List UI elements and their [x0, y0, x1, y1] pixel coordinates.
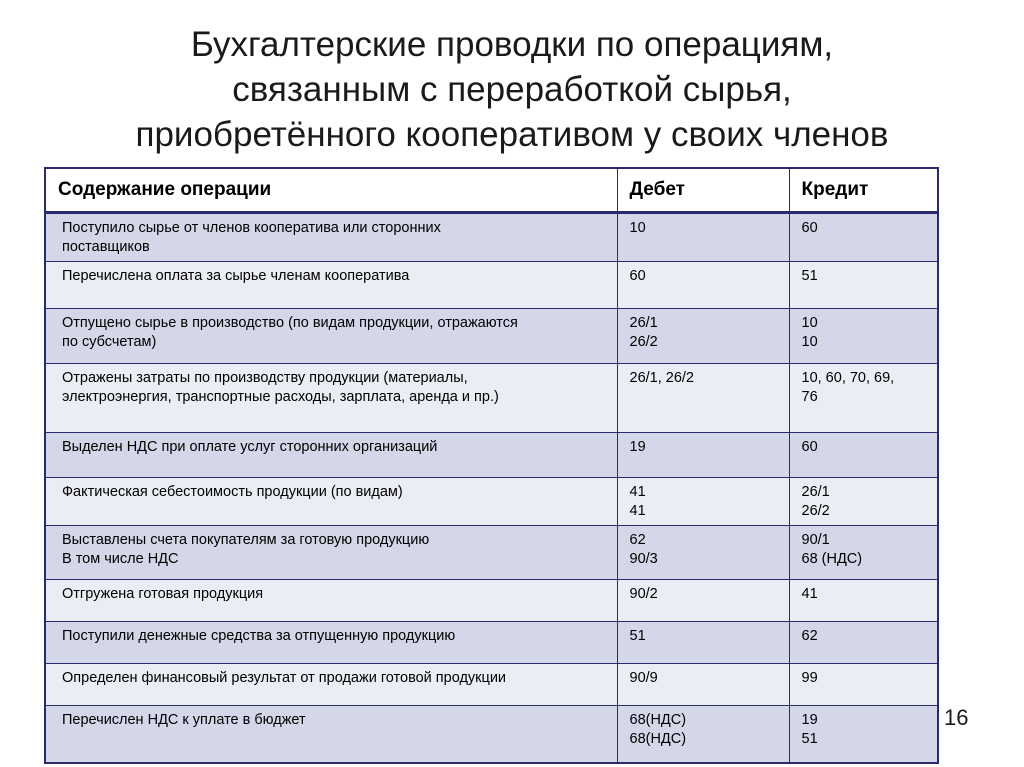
table-row [45, 664, 938, 706]
debit-cell-line: 26/2 [629, 334, 658, 350]
debit-cell-line: 26/1 [629, 315, 658, 331]
debit-cell-line: 10 [629, 220, 646, 236]
table-row [45, 309, 938, 364]
operation-cell-line: Выделен НДС при оплате услуг сторонних организаций [62, 439, 438, 455]
operation-cell [45, 262, 617, 309]
page-number: 16 [944, 705, 969, 730]
operation-cell-line: Поступили денежные средства за отпущенную продукцию [62, 628, 456, 644]
operation-cell [45, 309, 617, 364]
debit-cell-line: 90/3 [629, 551, 658, 567]
debit-cell [617, 706, 789, 763]
table-row [45, 478, 938, 526]
operation-cell-line: Перечислен НДС к уплате в бюджет [62, 712, 306, 728]
operation-cell-line: Поступило сырье от членов кооператива или сторонних [62, 220, 441, 236]
credit-cell-line: 51 [801, 268, 818, 284]
debit-cell [617, 526, 789, 580]
table-body [45, 213, 938, 763]
credit-cell-line: 19 [801, 712, 818, 728]
debit-cell-line: 68(НДС) [629, 731, 687, 747]
debit-cell-line: 51 [629, 628, 646, 644]
credit-cell-line: 76 [801, 389, 818, 405]
operation-cell-line: по субсчетам) [62, 334, 157, 350]
operation-cell [45, 526, 617, 580]
postings-table [44, 167, 939, 764]
credit-cell [789, 622, 938, 664]
credit-cell-line: 60 [801, 220, 818, 236]
debit-cell-line: 90/9 [629, 670, 658, 686]
table-row [45, 580, 938, 622]
title-line-2: связанным с переработкой сырья, [232, 70, 792, 109]
credit-cell [789, 706, 938, 763]
operation-cell [45, 478, 617, 526]
debit-cell [617, 364, 789, 433]
title-line-3: приобретённого кооперативом у своих членов [135, 115, 889, 154]
debit-cell-line: 90/2 [629, 586, 658, 602]
header-debit: Дебет [617, 168, 789, 213]
credit-cell [789, 478, 938, 526]
debit-cell [617, 309, 789, 364]
credit-cell-line: 10, 60, 70, 69, [801, 370, 895, 386]
credit-cell-line: 26/1 [801, 484, 830, 500]
debit-cell [617, 664, 789, 706]
debit-cell [617, 213, 789, 262]
debit-cell-line: 41 [629, 484, 646, 500]
debit-cell [617, 478, 789, 526]
debit-cell [617, 580, 789, 622]
debit-cell-line: 41 [629, 503, 646, 519]
table-row [45, 706, 938, 763]
operation-cell-line: электроэнергия, транспортные расходы, зарплата, аренда и пр.) [62, 389, 499, 405]
table-row [45, 622, 938, 664]
credit-cell-line: 68 (НДС) [801, 551, 863, 567]
slide-title [40, 22, 984, 157]
credit-cell [789, 526, 938, 580]
debit-cell-line: 26/1, 26/2 [629, 370, 694, 386]
credit-cell [789, 664, 938, 706]
table-row [45, 262, 938, 309]
operation-cell [45, 664, 617, 706]
debit-cell-line: 60 [629, 268, 646, 284]
table-row [45, 213, 938, 262]
credit-cell-line: 60 [801, 439, 818, 455]
operation-cell [45, 580, 617, 622]
credit-cell-line: 10 [801, 334, 818, 350]
title-line-1: Бухгалтерские проводки по операциям, [190, 25, 834, 64]
operation-cell [45, 364, 617, 433]
table-header-row [45, 168, 938, 213]
table-row [45, 526, 938, 580]
credit-cell-line: 10 [801, 315, 818, 331]
debit-cell [617, 262, 789, 309]
table-row [45, 433, 938, 478]
operation-cell-line: Отгружена готовая продукция [62, 586, 264, 602]
operation-cell-line: Перечислена оплата за сырье членам кооператива [62, 268, 410, 284]
credit-cell [789, 309, 938, 364]
credit-cell-line: 26/2 [801, 503, 830, 519]
header-credit: Кредит [789, 168, 938, 213]
credit-cell-line: 41 [801, 586, 818, 602]
operation-cell-line: Фактическая себестоимость продукции (по видам) [62, 484, 403, 500]
credit-cell-line: 99 [801, 670, 818, 686]
credit-cell [789, 580, 938, 622]
operation-cell-line: Отпущено сырье в производство (по видам продукции, отражаются [62, 315, 518, 331]
debit-cell [617, 622, 789, 664]
operation-cell [45, 622, 617, 664]
debit-cell-line: 62 [629, 532, 646, 548]
credit-cell-line: 51 [801, 731, 818, 747]
credit-cell [789, 213, 938, 262]
operation-cell [45, 433, 617, 478]
header-operation: Содержание операции [45, 168, 617, 213]
operation-cell-line: Отражены затраты по производству продукции (материалы, [62, 370, 468, 386]
debit-cell [617, 433, 789, 478]
credit-cell-line: 90/1 [801, 532, 830, 548]
debit-cell-line: 68(НДС) [629, 712, 687, 728]
credit-cell [789, 364, 938, 433]
credit-cell [789, 433, 938, 478]
credit-cell [789, 262, 938, 309]
operation-cell-line: поставщиков [62, 239, 150, 255]
table-row [45, 364, 938, 433]
debit-cell-line: 19 [629, 439, 646, 455]
operation-cell-line: Выставлены счета покупателям за готовую продукцию [62, 532, 430, 548]
operation-cell [45, 706, 617, 763]
operation-cell-line: Определен финансовый результат от продажи готовой продукции [62, 670, 507, 686]
operation-cell-line: В том числе НДС [62, 551, 179, 567]
credit-cell-line: 62 [801, 628, 818, 644]
operation-cell [45, 213, 617, 262]
